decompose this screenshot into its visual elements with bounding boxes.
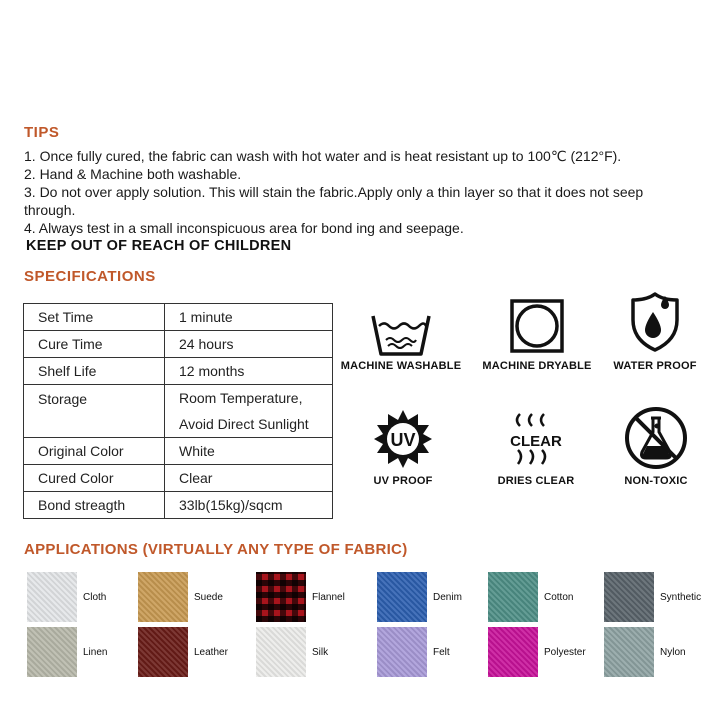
tip-4: 4. Always test in a small inconspicuous area for bond ing and seepage. [24,220,464,236]
spec-label: Cure Time [24,331,165,358]
spec-label: Original Color [24,438,165,465]
spec-value [165,492,333,519]
spec-label: Shelf Life [24,358,165,385]
spec-value [165,438,333,465]
fabric-label: Felt [433,647,450,658]
fabric-swatch-polyester [488,627,538,677]
spec-value [165,385,333,438]
spec-value-line: Avoid Direct Sunlight [179,416,309,432]
fabric-label: Linen [83,647,108,658]
spec-label: Cured Color [24,465,165,492]
applications-heading: APPLICATIONS (VIRTUALLY ANY TYPE OF FABRIC) [24,541,408,558]
tip-3-continued: through. [24,202,76,218]
spec-row [24,385,333,438]
spec-value [165,304,333,331]
specifications-heading: SPECIFICATIONS [24,268,156,285]
tip-1: 1. Once fully cured, the fabric can wash with hot water and is heat resistant up to 100℃ (212°F). [24,148,622,164]
fabric-swatch-denim [377,572,427,622]
spec-value [165,331,333,358]
machine-washable-label: MACHINE WASHABLE [340,360,462,372]
tip-3: 3. Do not over apply solution. This will stain the fabric.Apply only a thin layer so that it does not seep [24,184,644,200]
spec-value-line: 1 minute [179,309,233,325]
spec-row [24,438,333,465]
fabric-label: Flannel [312,592,345,603]
tip-2: 2. Hand & Machine both washable. [24,166,242,182]
fabric-swatch-linen [27,627,77,677]
non-toxic-icon [624,406,688,470]
spec-value-line: Clear [179,470,213,486]
fabric-label: Denim [433,592,462,603]
spec-row [24,331,333,358]
spec-label: Storage [24,385,165,438]
spec-value-line: Room Temperature, [179,390,303,406]
fabric-swatch-cotton [488,572,538,622]
spec-row [24,358,333,385]
fabric-label: Synthetic [660,592,702,603]
clear-badge-text: CLEAR [510,433,562,450]
fabric-label: Leather [194,647,228,658]
children-warning: KEEP OUT OF REACH OF CHILDREN [26,238,292,254]
machine-washable-icon [370,312,432,358]
water-proof-icon [627,292,683,354]
specifications-table [23,303,333,519]
dries-clear-icon [504,408,568,470]
spec-value [165,465,333,492]
spec-label: Bond streagth [24,492,165,519]
fabric-swatch-synthetic [604,572,654,622]
fabric-swatch-silk [256,627,306,677]
fabric-swatch-cloth [27,572,77,622]
uv-proof-label: UV PROOF [373,475,433,487]
fabric-swatch-nylon [604,627,654,677]
spec-row [24,304,333,331]
machine-dryable-icon [509,298,565,354]
dries-clear-label: DRIES CLEAR [497,475,575,487]
fabric-label: Nylon [660,647,686,658]
spec-label: Set Time [24,304,165,331]
machine-dryable-label: MACHINE DRYABLE [482,360,592,372]
fabric-label: Polyester [544,647,586,658]
spec-value-line: 24 hours [179,336,234,352]
spec-value-line: White [179,443,215,459]
fabric-label: Cotton [544,592,574,603]
spec-row [24,465,333,492]
fabric-label: Cloth [83,592,107,603]
fabric-label: Silk [312,647,329,658]
spec-value [165,358,333,385]
non-toxic-label: NON-TOXIC [624,475,688,487]
fabric-swatch-leather [138,627,188,677]
fabric-swatch-suede [138,572,188,622]
fabric-swatch-flannel [256,572,306,622]
uv-proof-icon [372,408,434,470]
fabric-label: Suede [194,592,223,603]
fabric-swatch-felt [377,627,427,677]
spec-value-line: 33lb(15kg)/sqcm [179,497,283,513]
uv-badge-text: UV [390,430,416,450]
spec-row [24,492,333,519]
spec-value-line: 12 months [179,363,245,379]
water-proof-label: WATER PROOF [613,360,697,372]
tips-heading: TIPS [24,124,60,141]
